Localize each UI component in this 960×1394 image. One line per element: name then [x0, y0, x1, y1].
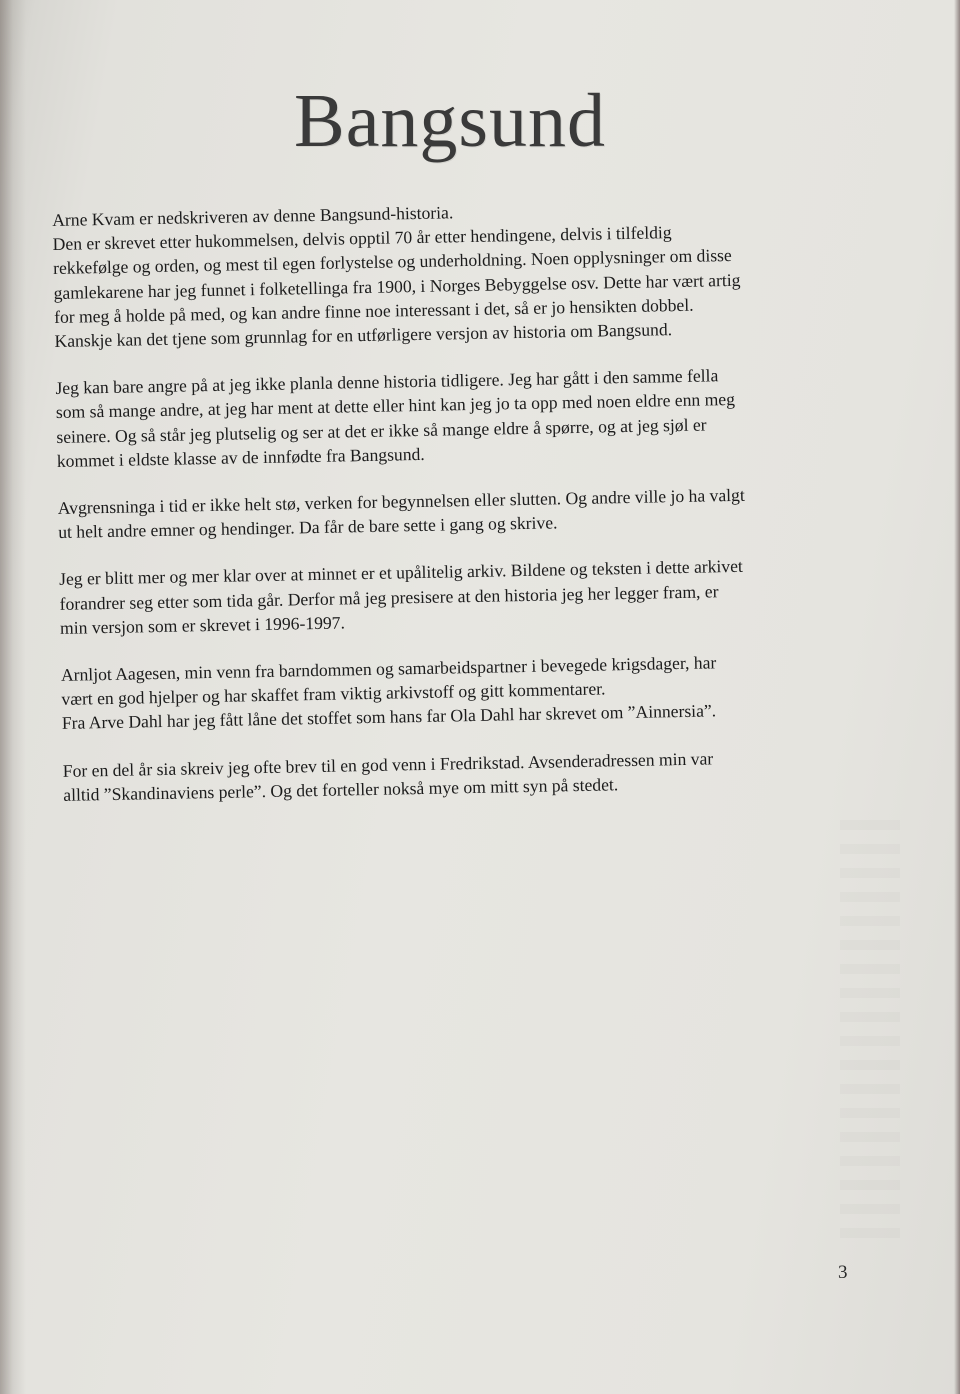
text-line: Jeg er blitt mer og mer klar over at minnet er et upålitelig arkiv. Bildene og teksten i dette arkivet	[58, 556, 744, 590]
text-line: vært en god hjelper og har skaffet fram viktig arkivstoff og gitt kommentarer.	[61, 678, 606, 710]
text-line: min versjon som er skrevet i 1996-1997.	[59, 612, 346, 638]
paragraph-regret	[55, 360, 877, 473]
paragraph-closing	[63, 743, 884, 807]
text-line: forandrer seg etter som tida går. Derfor må jeg presisere at den historia jeg her legger fram, er	[59, 580, 719, 614]
text-line: rekkefølge og orden, og mest til egen forlystelse og underholdning. Noen opplysninger om disse	[52, 245, 732, 279]
paragraph-intro	[52, 192, 875, 353]
page-edge	[954, 0, 960, 1394]
show-through-text	[840, 820, 900, 1240]
text-line: Avgrensninga i tid er ikke helt stø, verken for begynnelsen eller slutten. Og andre ville jo ha valgt	[57, 484, 745, 518]
text-line: alltid ”Skandinaviens perle”. Og det forteller nokså mye om mitt syn på stedet.	[63, 774, 619, 805]
page-gutter-shadow	[0, 0, 26, 1394]
page-number: 3	[838, 1262, 848, 1283]
paragraph-scope	[58, 480, 879, 544]
text-line: Kanskje kan det tjene som grunnlag for en utførligere versjon av historia om Bangsund.	[54, 319, 673, 351]
paragraph-acknowledgements	[61, 647, 882, 735]
page-title: Bangsund	[294, 79, 606, 163]
text-line: ut helt andre emner og hendinger. Da får de bare sette i gang og skrive.	[58, 512, 558, 543]
paragraph-memory	[59, 552, 880, 640]
text-line: Arne Kvam er nedskriveren av denne Bangsund-historia.	[52, 202, 454, 230]
text-line: Fra Arve Dahl har jeg fått låne det stoffet som hans far Ola Dahl har skrevet om ”Ainnersia”.	[61, 700, 717, 734]
body-text	[52, 192, 884, 830]
text-line: gamlekarene har jeg funnet i folketellinga fra 1900, i Norges Bebyggelse osv. Dette har vært artig	[53, 269, 741, 303]
text-line: kommet i eldste klasse av de innfødte fra Bangsund.	[56, 443, 425, 471]
text-line: Den er skrevet etter hukommelsen, delvis opptil 70 år etter hendingene, delvis i tilfeldig	[52, 222, 672, 255]
text-line: for meg å holde på med, og kan andre finne noe interessant i det, så er jo hensikten dobbel.	[53, 294, 694, 327]
text-line: som så mange andre, at jeg har ment at dette eller hint kan jeg jo ta opp med noen eldre enn meg	[55, 389, 736, 423]
text-line: seinere. Og så står jeg plutselig og ser at det er ikke så mange eldre å spørre, og at jeg sjøl er	[56, 414, 707, 447]
text-line: For en del år sia skreiv jeg ofte brev til en god venn i Fredrikstad. Avsenderadressen min var	[62, 748, 714, 781]
text-line: Jeg kan bare angre på at jeg ikke planla denne historia tidligere. Jeg har gått i den samme fella	[55, 365, 719, 399]
text-line: Arnljot Aagesen, min venn fra barndommen og samarbeidspartner i bevegede krigsdager, har	[60, 652, 717, 685]
